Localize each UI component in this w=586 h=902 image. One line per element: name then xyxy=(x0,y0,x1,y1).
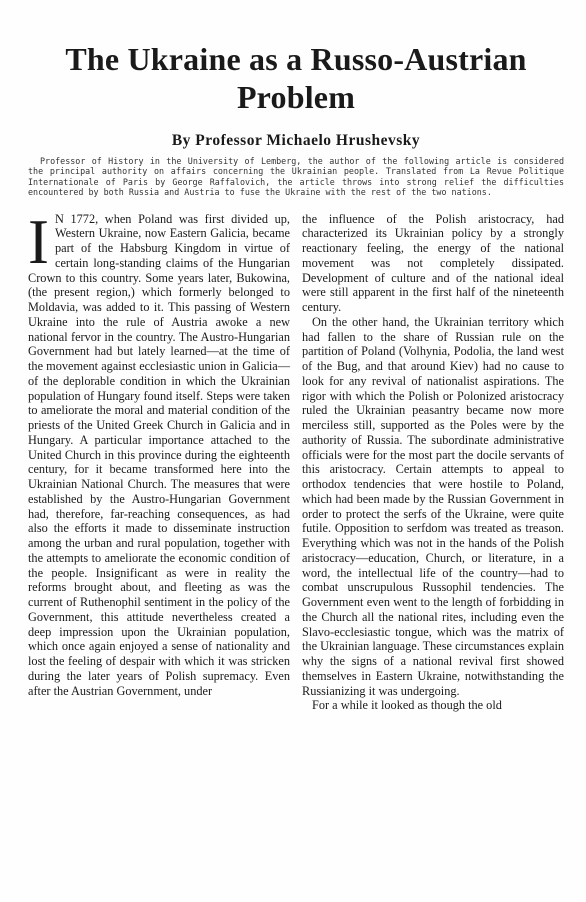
paragraph: the influence of the Polish aristocracy, had characterized its Ukrainian policy by a strongly reactionary feeling, the energy of the national movement was not completely dissipated. Development of culture and of the national ideal were still apparent in the first half of the nineteenth century. xyxy=(302,211,564,315)
byline: By Professor Michaelo Hrushevsky xyxy=(171,132,421,149)
paragraph: For a while it looked as though the old xyxy=(312,698,502,713)
title-line-1: The Ukraine as a Russo-Austrian xyxy=(65,41,527,77)
paragraph: N 1772, when Poland was first divided up, Western Ukraine, now Eastern Galicia, became part of the Habsburg Kingdom in virtue of certain long-standing claims of the Hungarian Crown to this country. Some years later, Bukowina, (the present region,) which formerly belonged to Moldavia, was added to it. This passing of Western Ukraine into the rule of Austria awoke a new national fervor in the country. The Austro-Hungarian Government had but lately learned—at the time of the movement against ecclesiastic union in Galicia—of the deplorable condition in which the Ukrainian population of Hungary found itself. Steps were taken to ameliorate the moral and material condition of the priests of the United Greek Church in Galicia and in Hungary. A particular importance attached to the United Church in this province during the eighteenth century, for it became transformed here into the Ukrainian National Church. The measures that were established by the Austro-Hungarian Government had, therefore, far-reaching consequences, as had also the efforts it made to disseminate instruction among the urban and rural population, together with the attempts to ameliorate the economic condition of the people. Insignificant as were in reality the reforms brought about, and fleeting as was the current of Ruthenophil sentiment in the policy of the Government, this attitude nevertheless created a deep impression upon the Ukrainian population, which once again enjoyed a sense of nationality and lost the feeling of despair with which it was stricken during the later years of Polish supremacy. Even after the Austrian Government, under xyxy=(28,211,290,698)
article-title xyxy=(28,40,564,116)
column-right xyxy=(302,212,564,902)
title-line-2: Problem xyxy=(236,79,356,115)
paragraph: On the other hand, the Ukrainian territory which had fallen to the share of Russian rule on the partition of Poland (Volhynia, Podolia, the land west of the Bug, and that around Kiev) had no cause to look for any revival of nationalist aspirations. The rigor with which the Polish or Polonized aristocracy ruled the Ukrainian peasantry became now more merciless still, supported as the Poles were by the authority of Russia. The subordinate administrative officials were for the most part the docile servants of this aristocracy. Certain attempts to appeal to orthodox tendencies that were hostile to Poland, which had been made by the Russian Government in order to protect the serfs of the Ukraine, were quite futile. Opposition to serfdom was treated as treason. Everything which was not in the hands of the Polish aristocracy—education, Church, or literature, in a word, the intellectual life of the country—had to combat unscrupulous Russophil tendencies. The Government even went to the length of forbidding in the Church all the national rites, including even the Slavo-ecclesiastic tongue, which was the matrix of the Ukrainian language. These circumstances explain why the signs of a national revival first showed themselves in Eastern Ukraine, notwithstanding the Russianizing it was undergoing. xyxy=(302,314,564,698)
article-body xyxy=(28,212,564,902)
intro-text: Professor of History in the University of Lemberg, the author of the following article is considered the principal authority on affairs concerning the Ukrainian people. Translated from La Revue Politique Internationale of Paris by George Raffalovich, the article throws into strong relief the difficulties encountered by both Russia and Austria to fuse the Ukraine with the rest of the two nations. xyxy=(28,156,564,198)
drop-cap: I xyxy=(28,211,49,277)
column-left xyxy=(28,212,290,902)
intro-paragraph xyxy=(28,156,564,198)
